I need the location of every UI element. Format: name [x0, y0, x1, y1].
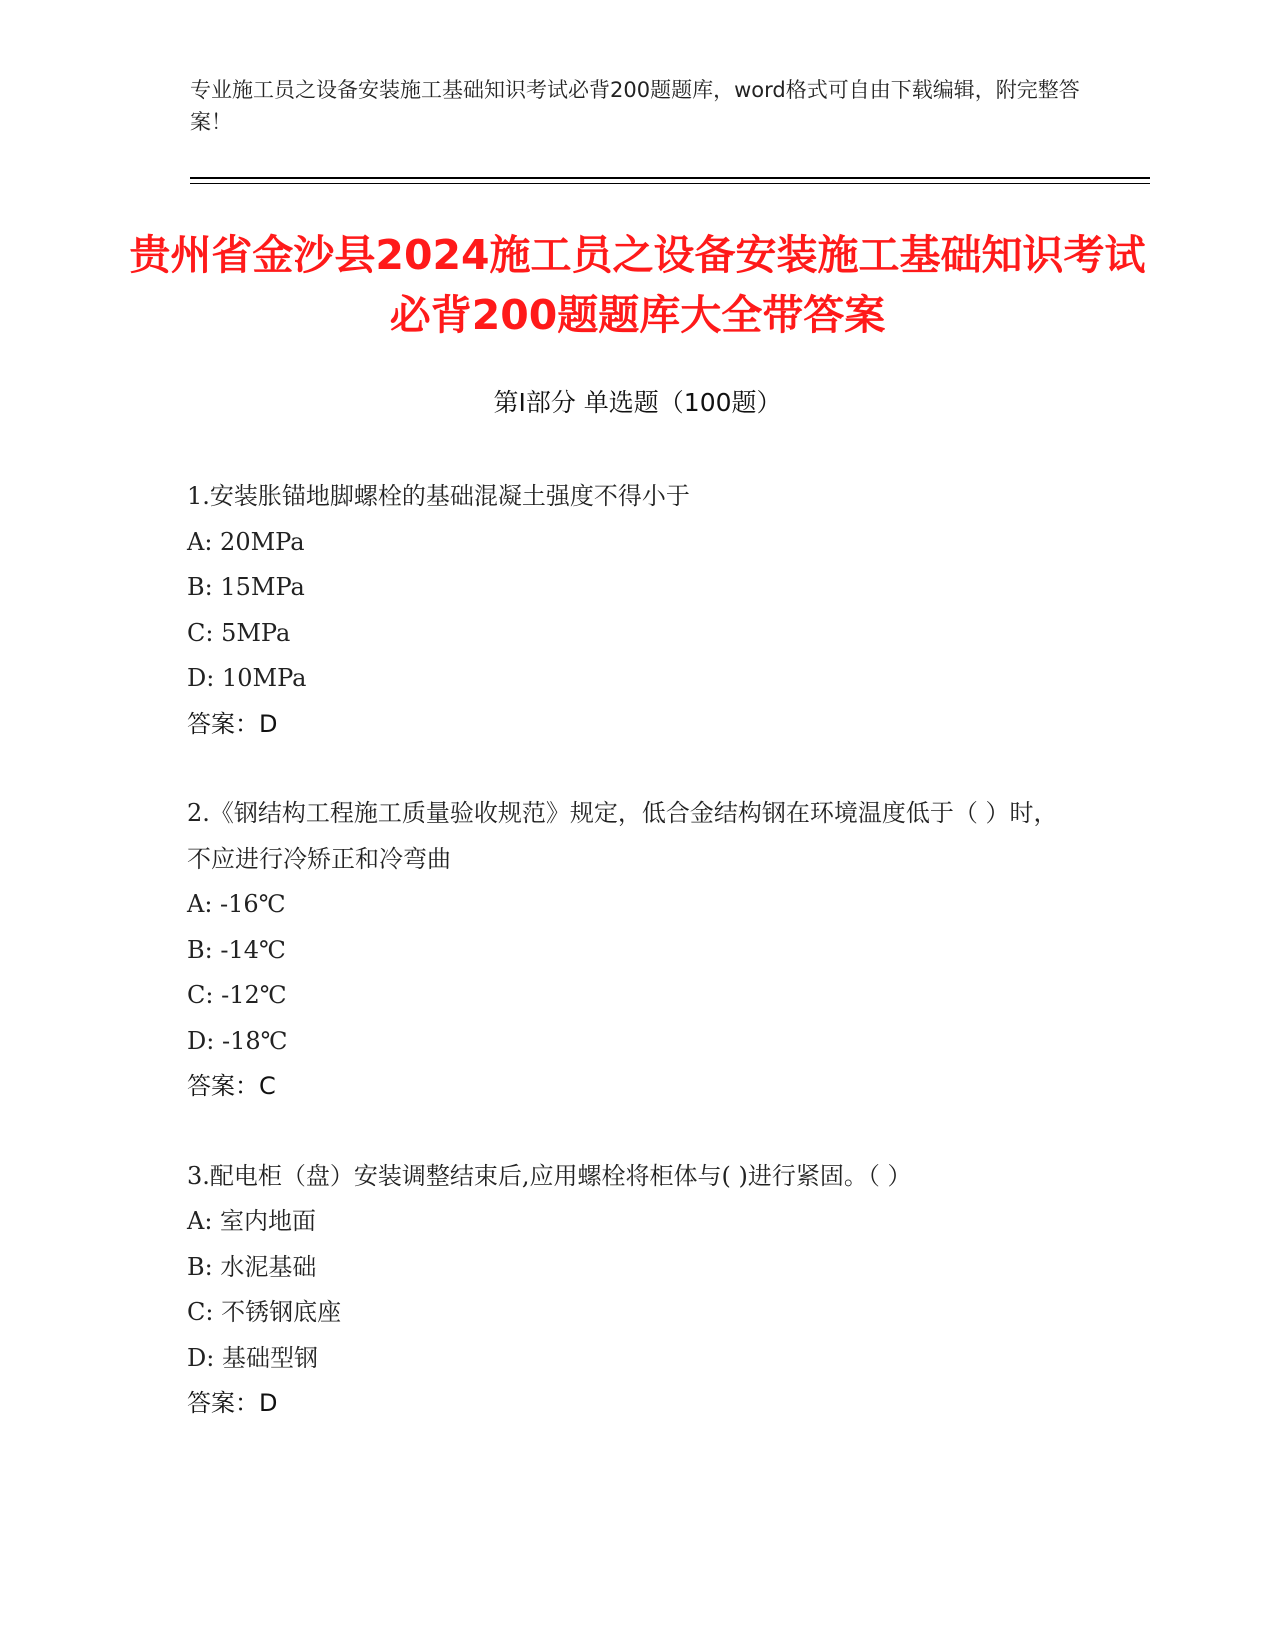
answer-line: 答案：D	[187, 709, 278, 738]
question-item	[187, 791, 1067, 1110]
header-divider-thick	[190, 177, 1150, 179]
question-stem: 1.安装胀锚地脚螺栓的基础混凝土强度不得小于	[187, 482, 690, 510]
document-title: 贵州省金沙县2024施工员之设备安装施工基础知识考试必背200题题库大全带答案	[129, 231, 1146, 339]
question-list	[187, 474, 1067, 1471]
question-item	[187, 1154, 1067, 1427]
option-c: C: 不锈钢底座	[187, 1298, 342, 1326]
question-stem: 2.《钢结构工程施工质量验收规范》规定，低合金结构钢在环境温度低于（ ）时，不应进行冷矫正和冷弯曲	[187, 799, 1058, 873]
header-divider-thin	[190, 183, 1150, 184]
section-heading: 第Ⅰ部分 单选题（100题）	[493, 388, 782, 417]
option-a: A: 室内地面	[187, 1207, 317, 1235]
option-c: C: 5MPa	[187, 618, 291, 647]
option-c: C: -12℃	[187, 981, 287, 1009]
option-a: A: -16℃	[187, 890, 286, 918]
option-d: D: 10MPa	[187, 664, 307, 692]
answer-line: 答案：C	[187, 1072, 276, 1100]
option-b: B: 15MPa	[187, 573, 305, 601]
question-item	[187, 474, 1067, 747]
answer-line: 答案：D	[187, 1389, 278, 1417]
option-b: B: 水泥基础	[187, 1252, 317, 1281]
option-b: B: -14℃	[187, 935, 286, 964]
option-d: D: -18℃	[187, 1026, 288, 1055]
question-stem: 3.配电柜（盘）安装调整结束后,应用螺栓将柜体与( )进行紧固。（ ）	[187, 1161, 912, 1190]
option-a: A: 20MPa	[187, 527, 305, 556]
option-d: D: 基础型钢	[187, 1343, 318, 1372]
header-note: 专业施工员之设备安装施工基础知识考试必背200题题库，word格式可自由下载编辑，附完整答案！	[190, 78, 1080, 134]
